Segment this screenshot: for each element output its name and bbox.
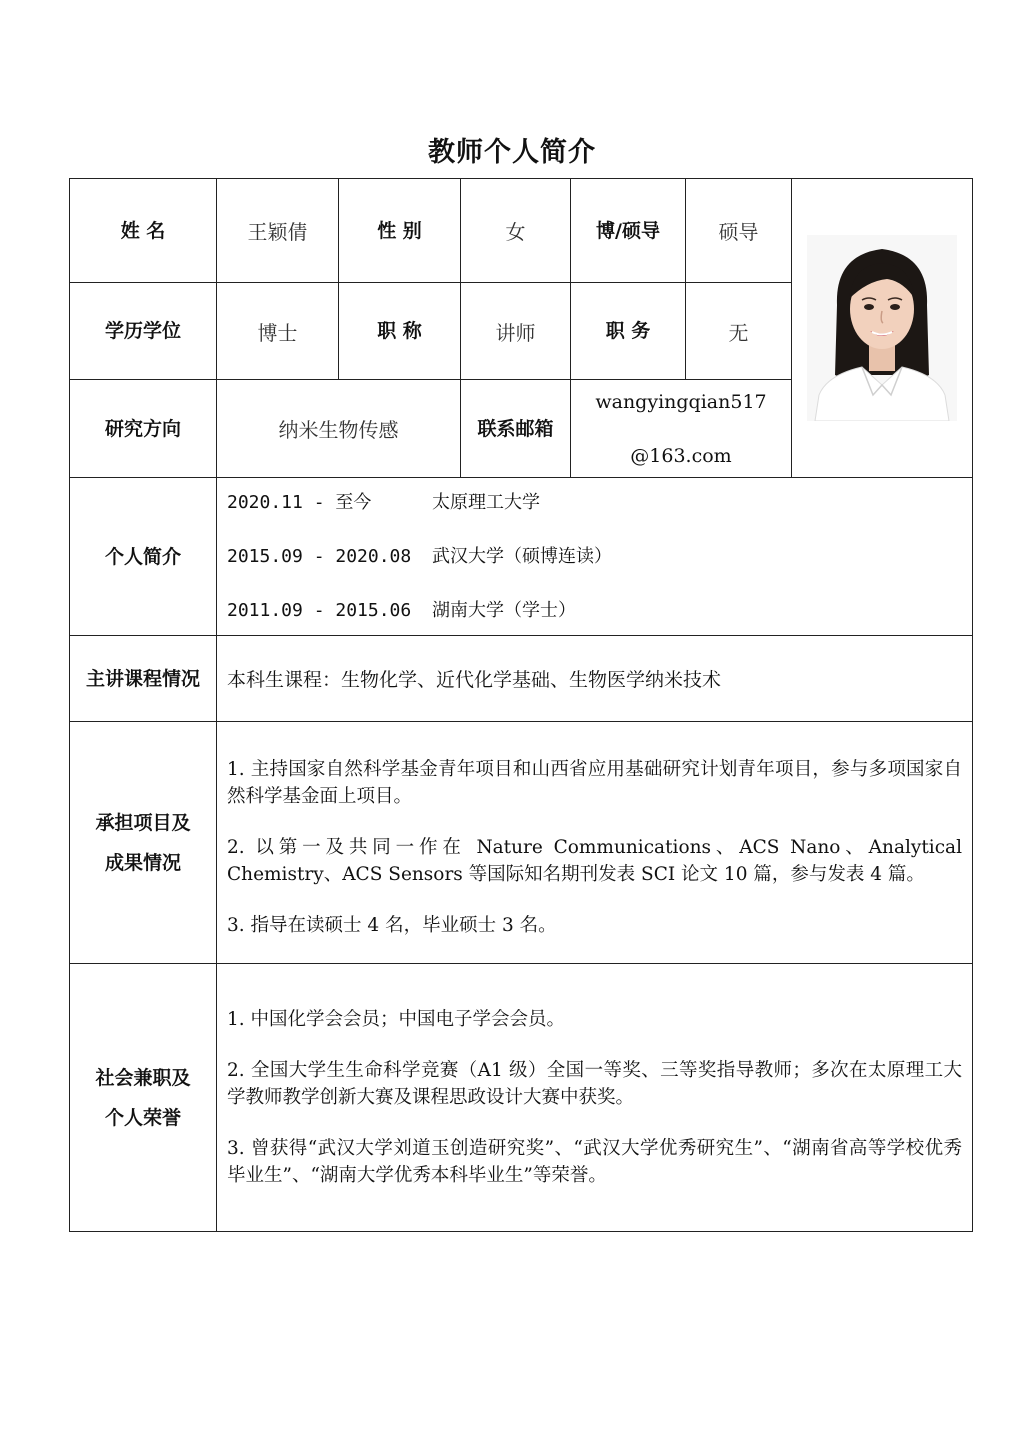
- resume-item: [227, 476, 540, 530]
- degree-value: 博士: [217, 283, 339, 380]
- intro-content: [217, 478, 973, 636]
- email-value: [571, 380, 792, 478]
- supervisor-value: 硕导: [686, 179, 792, 283]
- resume-period: 2011.09 - 2015.06: [227, 599, 412, 621]
- profile-table: [69, 178, 973, 1232]
- gender-value: 女: [461, 179, 571, 283]
- honors-label-line2: 个人荣誉: [104, 1106, 181, 1129]
- honors-label-line1: 社会兼职及: [95, 1066, 191, 1089]
- project-item: 2. 以第一及共同一作在 Nature Communications、ACS Nano、Analytical Chemistry、ACS Sensors 等国际知名期刊发表 SCI 论文 10 篇，参与发表 4 篇。: [227, 837, 962, 885]
- honor-item: 3. 曾获得“武汉大学刘道玉创造研究奖”、“武汉大学优秀研究生”、“湖南省高等学校优秀毕业生”、“湖南大学优秀本科毕业生”等荣誉。: [227, 1138, 962, 1186]
- honors-content: [217, 964, 973, 1232]
- degree-label: 学历学位: [70, 283, 217, 380]
- projects-label: [70, 722, 217, 964]
- post-value: 无: [686, 283, 792, 380]
- courses-value: 本科生课程：生物化学、近代化学基础、生物医学纳米技术: [217, 636, 973, 722]
- portrait-photo: [807, 235, 957, 421]
- name-label: 姓 名: [70, 179, 217, 283]
- honor-item: 1. 中国化学会会员；中国电子学会会员。: [227, 1009, 566, 1030]
- intro-label: 个人简介: [70, 478, 217, 636]
- gender-label: 性 别: [339, 179, 461, 283]
- supervisor-label: 博/硕导: [571, 179, 686, 283]
- project-item: 3. 指导在读硕士 4 名，毕业硕士 3 名。: [227, 915, 557, 936]
- photo-cell: [792, 179, 973, 478]
- project-item: 1. 主持国家自然科学基金青年项目和山西省应用基础研究计划青年项目，参与多项国家自然科学基金面上项目。: [227, 759, 962, 807]
- page-title: 教师个人简介: [428, 137, 596, 168]
- rank-label: 职 称: [339, 283, 461, 380]
- projects-label-line2: 成果情况: [104, 851, 181, 874]
- resume-place: 湖南大学（学士）: [432, 599, 576, 621]
- research-value: 纳米生物传感: [217, 380, 461, 478]
- resume-period: 2015.09 - 2020.08: [227, 545, 412, 567]
- rank-value: 讲师: [461, 283, 571, 380]
- courses-label: 主讲课程情况: [70, 636, 217, 722]
- name-value: 王颖倩: [217, 179, 339, 283]
- resume-place: 武汉大学（硕博连读）: [432, 545, 612, 567]
- resume-period: 2020.11 - 至今: [227, 491, 372, 513]
- research-label: 研究方向: [70, 380, 217, 478]
- email-domain: @163.com: [630, 444, 732, 467]
- projects-content: [217, 722, 973, 964]
- email-user: wangyingqian517: [595, 390, 767, 413]
- resume-place: 太原理工大学: [432, 491, 540, 513]
- resume-item: [227, 584, 576, 638]
- post-label: 职 务: [571, 283, 686, 380]
- projects-label-line1: 承担项目及: [95, 811, 191, 834]
- honor-item: 2. 全国大学生生命科学竞赛（A1 级）全国一等奖、三等奖指导教师；多次在太原理工大学教师教学创新大赛及课程思政设计大赛中获奖。: [227, 1060, 962, 1108]
- honors-label: [70, 964, 217, 1232]
- email-label: 联系邮箱: [461, 380, 571, 478]
- resume-item: [227, 530, 612, 584]
